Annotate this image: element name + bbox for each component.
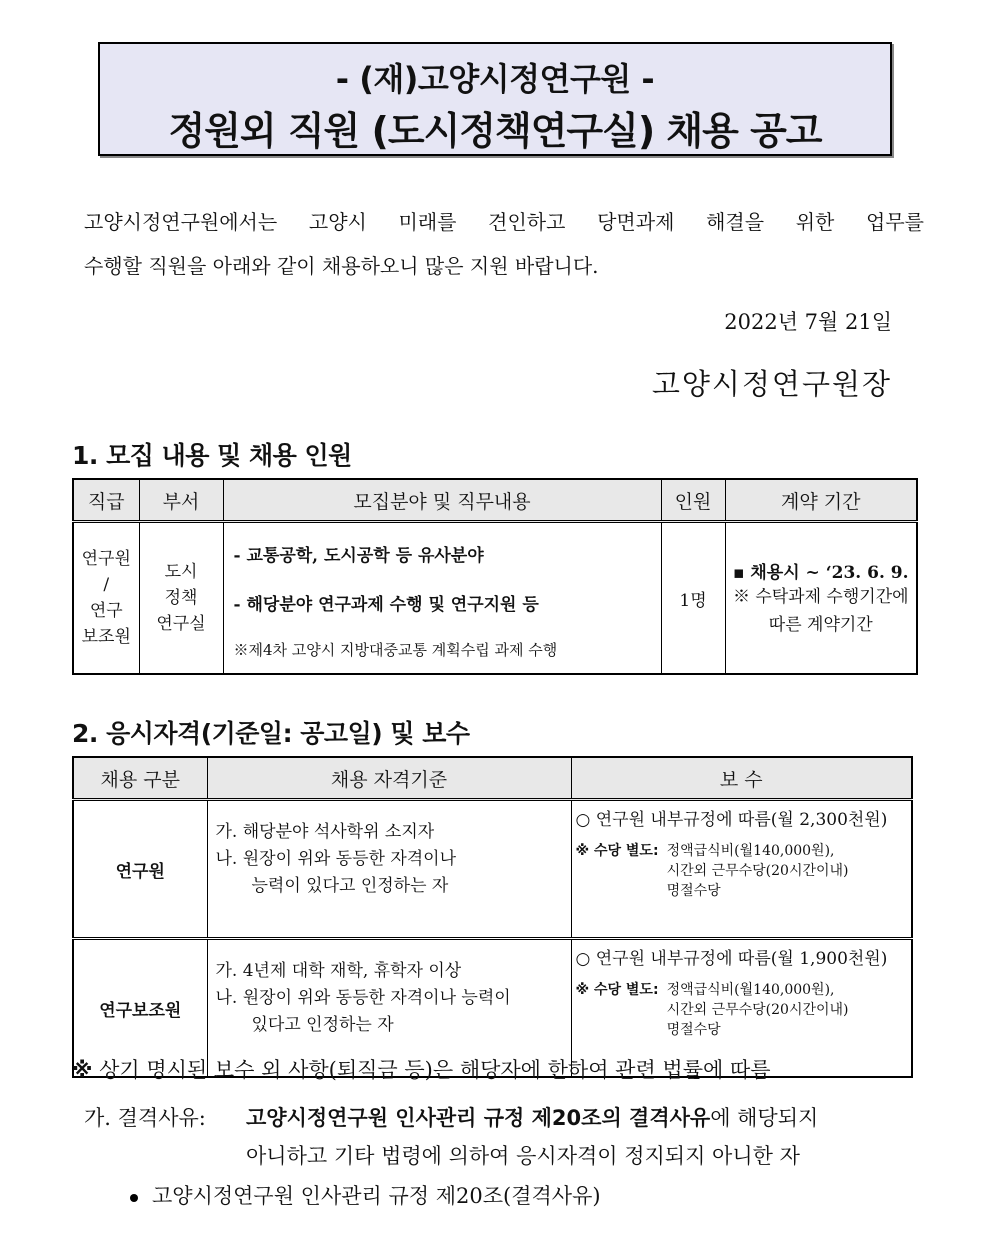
disqualification-rule: 고양시정연구원 인사관리 규정 제20조의 결격사유: [246, 1106, 711, 1130]
header-cell: 보 수: [571, 757, 912, 800]
disqualification-bullet: [130, 1180, 601, 1210]
note-text: 상기 명시된 보수 외 사항(퇴직금 등)은 해당자에 한하여 관련 법률에 따름: [92, 1058, 771, 1082]
allowance-label: ※ 수당 별도:: [575, 843, 659, 859]
table-header-row: [73, 757, 912, 800]
allowance-block: [576, 841, 908, 901]
criteria-line: 능력이 있다고 인정하는 자: [251, 876, 449, 896]
allowance-block: [576, 980, 908, 1040]
criteria-cell: [207, 800, 571, 939]
grade-line: 보조원: [81, 627, 131, 647]
header-cell: 채용 구분: [73, 757, 207, 800]
criteria-line: 있다고 인정하는 자: [251, 1015, 394, 1035]
dept-line: 연구실: [156, 614, 206, 634]
grade-cell: [73, 522, 139, 675]
header-cell: 인원: [661, 479, 725, 522]
allowance-item: 시간외 근무수당(20시간이내): [666, 1002, 849, 1018]
pay-main: ○ 연구원 내부규정에 따름(월 1,900천원): [575, 949, 888, 969]
title-organization: - (재)고양시정연구원 -: [335, 60, 655, 98]
grade-line: /: [103, 575, 110, 595]
disqualification-text-after: 에 해당되지: [710, 1106, 819, 1130]
bullet-icon: [130, 1194, 138, 1202]
duty-line: - 해당분야 연구과제 수행 및 연구지원 등: [233, 594, 539, 615]
announcement-date: 2022년 7월 21일: [724, 310, 892, 334]
header-cell: 채용 자격기준: [207, 757, 571, 800]
criteria-line: 가. 4년제 대학 재학, 휴학자 이상: [215, 961, 462, 981]
bullet-text: 고양시정연구원 인사관리 규정 제20조(결격사유): [152, 1184, 601, 1208]
page-title: 정원외 직원 (도시정책연구실) 채용 공고: [168, 109, 822, 153]
allowance-item: 명절수당: [666, 883, 721, 899]
category-cell: 연구원: [73, 800, 207, 939]
disqualification-text: [246, 1102, 818, 1132]
table-header-row: [73, 479, 917, 522]
criteria-line: 나. 원장이 위와 동등한 자격이나 능력이: [215, 988, 511, 1008]
contract-period-cell: [725, 522, 917, 675]
criteria-line: 가. 해당분야 석사학위 소지자: [215, 822, 435, 842]
allowance-item: 시간외 근무수당(20시간이내): [666, 863, 849, 879]
dept-line: 도시: [164, 562, 198, 582]
title-box: [98, 42, 892, 156]
disqualification-text-line2: 아니하고 기타 법령에 의하여 응시자격이 정지되지 아니한 자: [246, 1144, 800, 1168]
header-cell: 모집분야 및 직무내용: [223, 479, 661, 522]
pay-note: [72, 1054, 771, 1084]
dept-line: 정책: [164, 588, 198, 608]
qualification-table: [72, 756, 913, 1078]
duty-cell: [223, 522, 661, 675]
intro-line: 수행할 직원을 아래와 같이 채용하오니 많은 지원 바랍니다.: [84, 254, 599, 278]
section-heading-qualification: 2. 응시자격(기준일: 공고일) 및 보수: [72, 719, 470, 748]
category-cell: 연구보조원: [73, 939, 207, 1078]
period-note: 따른 계약기간: [768, 614, 873, 635]
grade-line: 연구원: [81, 549, 131, 569]
department-cell: [139, 522, 223, 675]
criteria-line: 나. 원장이 위와 동등한 자격이나: [215, 849, 457, 869]
allowance-list: [667, 980, 849, 1040]
duty-line: - 교통공학, 도시공학 등 유사분야: [233, 545, 484, 566]
intro-line: 고양시정연구원에서는 고양시 미래를 견인하고 당면과제 해결을 위한 업무를: [84, 210, 924, 234]
signatory: 고양시정연구원장: [651, 367, 892, 401]
recruitment-table: [72, 478, 918, 675]
grade-line: 연구: [89, 601, 123, 621]
allowance-item: 정액급식비(월140,000원),: [666, 843, 835, 859]
section-heading-recruitment: 1. 모집 내용 및 채용 인원: [72, 441, 352, 470]
header-cell: 계약 기간: [725, 479, 917, 522]
allowance-item: 명절수당: [666, 1022, 721, 1038]
intro-paragraph: [84, 200, 924, 288]
period-note: ※ 수탁과제 수행기간에: [732, 586, 909, 607]
header-cell: 직급: [73, 479, 139, 522]
disqualification-label: 가. 결격사유:: [84, 1106, 206, 1130]
duty-note: ※제4차 고양시 지방대중교통 계획수립 과제 수행: [233, 640, 558, 659]
headcount-cell: 1명: [661, 522, 725, 675]
allowance-list: [667, 841, 849, 901]
period-main: ▪ 채용시 ~ ‘23. 6. 9.: [732, 562, 909, 583]
reference-mark: ※: [72, 1058, 93, 1082]
pay-main: ○ 연구원 내부규정에 따름(월 2,300천원): [575, 810, 888, 830]
table-row: [73, 522, 917, 675]
allowance-item: 정액급식비(월140,000원),: [666, 982, 835, 998]
table-row: [73, 800, 912, 939]
allowance-label: ※ 수당 별도:: [575, 982, 659, 998]
header-cell: 부서: [139, 479, 223, 522]
pay-cell: [571, 800, 912, 939]
